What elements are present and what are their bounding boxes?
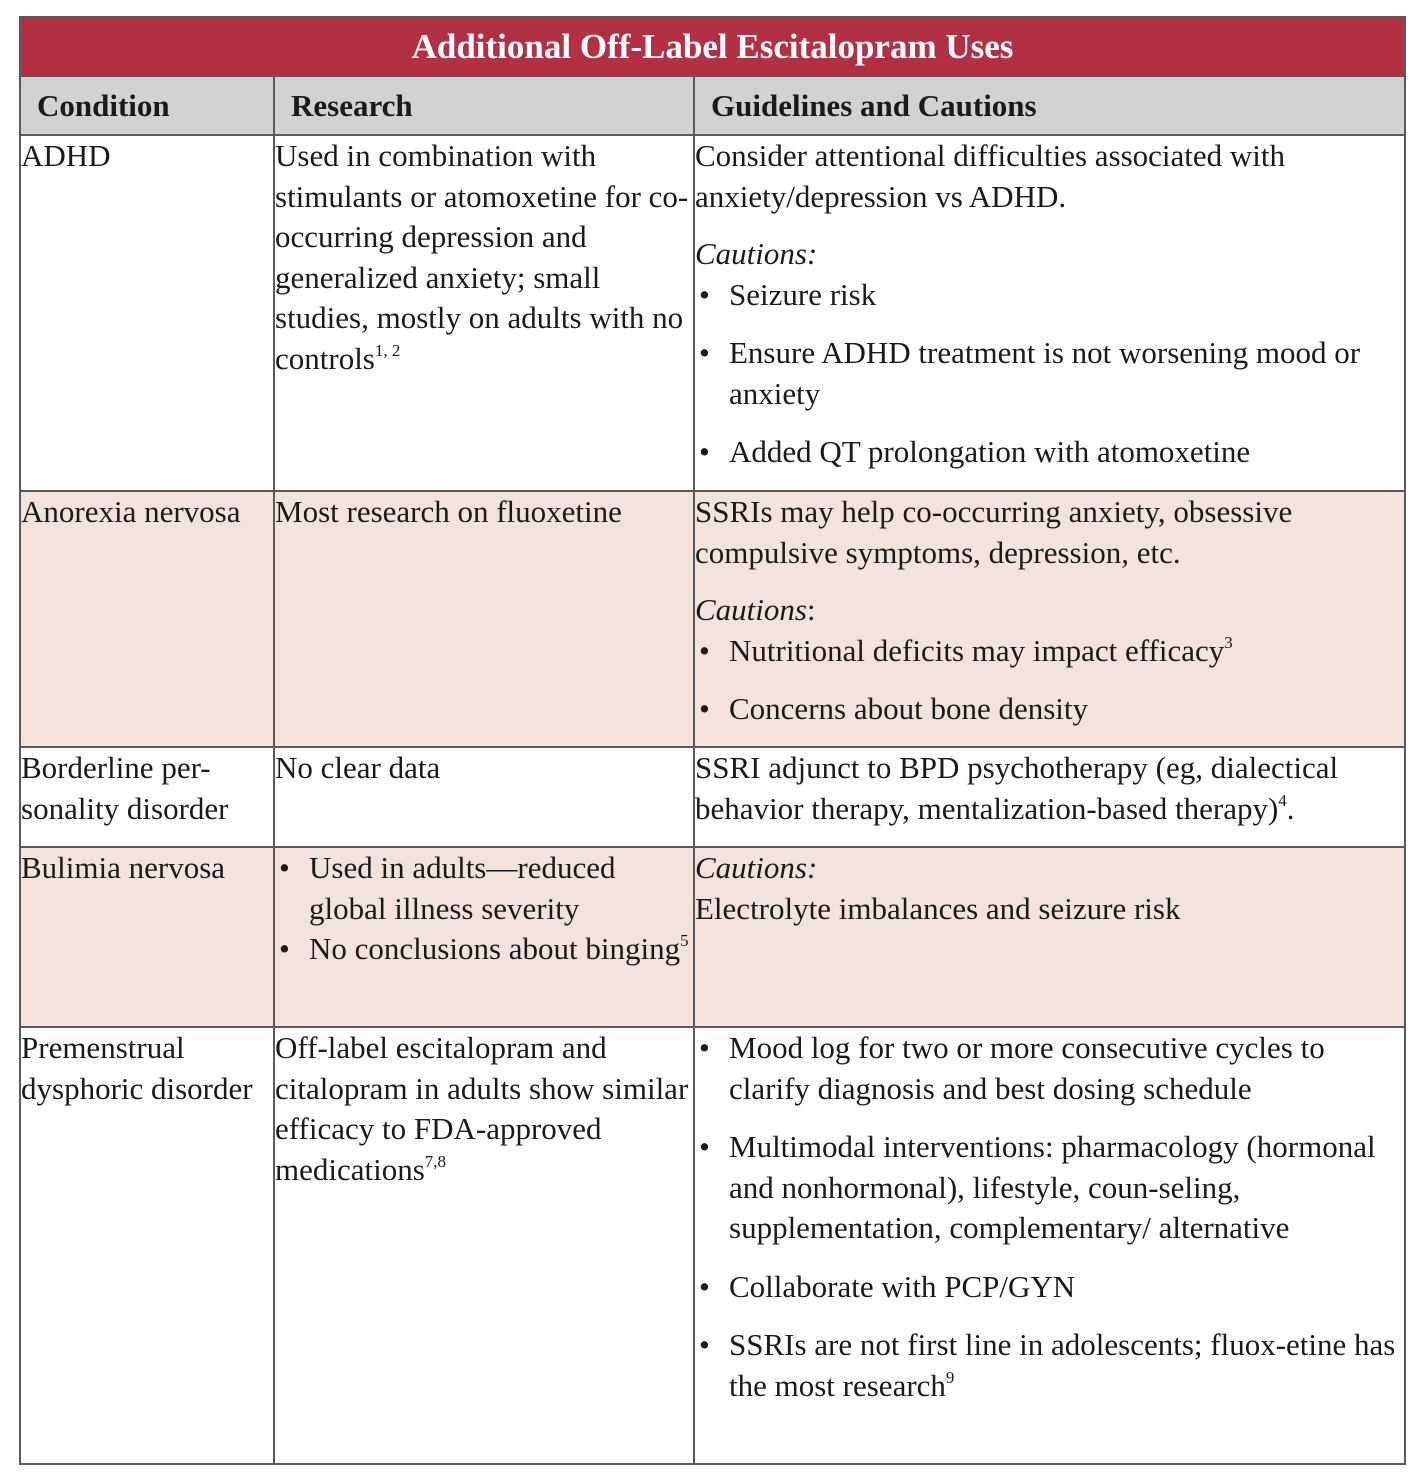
off-label-uses-table bbox=[19, 16, 1406, 1465]
condition-text: Premenstrual dysphoric disorder bbox=[21, 1030, 253, 1106]
research-cell bbox=[274, 847, 694, 1027]
footnote-ref: 5 bbox=[680, 931, 689, 950]
table-row-pmdd bbox=[20, 1027, 1405, 1464]
header-condition: Condition bbox=[20, 76, 274, 135]
research-text: Used in combination with stimulants or atomoxetine for co-occurring depression and generalized anxiety; small studies, mostly on adults with no controls bbox=[275, 138, 689, 376]
research-cell bbox=[274, 1027, 694, 1464]
list-item bbox=[275, 929, 693, 970]
list-item bbox=[695, 1325, 1404, 1406]
list-item: • Added QT prolongation with atomoxetine bbox=[695, 432, 1404, 473]
cautions-label: Cautions bbox=[695, 592, 807, 627]
list-item: • Mood log for two or more consecutive cycles to clarify diagnosis and best dosing schedule bbox=[695, 1028, 1404, 1109]
table-row-borderline bbox=[20, 747, 1405, 847]
research-text: No clear data bbox=[275, 750, 441, 785]
footnote-ref: 4 bbox=[1278, 790, 1287, 810]
table-row-anorexia bbox=[20, 491, 1405, 747]
list-item-text: No conclusions about binging bbox=[309, 931, 681, 966]
header-guidelines: Guidelines and Cautions bbox=[694, 76, 1405, 135]
guidelines-cell bbox=[694, 135, 1405, 491]
cautions-heading bbox=[695, 590, 1404, 631]
cautions-colon: : bbox=[806, 592, 816, 627]
list-item: • Ensure ADHD treatment is not worsening mood or anxiety bbox=[695, 333, 1404, 414]
research-cell bbox=[274, 747, 694, 847]
guidelines-intro: SSRIs may help co-occurring anxiety, obsessive compulsive symptoms, depression, etc. bbox=[695, 494, 1293, 570]
condition-cell bbox=[20, 847, 274, 1027]
condition-text: Bulimia nervosa bbox=[21, 850, 226, 885]
condition-text: Borderline per-sonality disorder bbox=[21, 750, 229, 826]
research-list bbox=[275, 848, 693, 970]
header-research: Research bbox=[274, 76, 694, 135]
footnote-ref: 3 bbox=[1224, 632, 1233, 652]
guidelines-text: SSRI adjunct to BPD psychotherapy (eg, dialectical behavior therapy, mentalization-based therapy) bbox=[695, 750, 1339, 826]
list-item: • Seizure risk bbox=[695, 275, 1404, 316]
guidelines-cell bbox=[694, 1027, 1405, 1464]
guidelines-cell bbox=[694, 491, 1405, 747]
guidelines-cell bbox=[694, 847, 1405, 1027]
list-item: • Multimodal interventions: pharmacology (hormonal and nonhormonal), lifestyle, coun-seling, supplementation, complementary/ alternative bbox=[695, 1127, 1404, 1249]
list-item: • Used in adults—reduced global illness severity bbox=[275, 848, 693, 929]
cautions-list bbox=[695, 275, 1404, 473]
guidelines-end: . bbox=[1286, 790, 1295, 826]
cautions-label: Cautions: bbox=[695, 236, 818, 271]
condition-cell bbox=[20, 747, 274, 847]
research-text: Most research on fluoxetine bbox=[275, 494, 622, 529]
cautions-list bbox=[695, 631, 1404, 730]
footnote-ref: 1, 2 bbox=[374, 340, 401, 360]
footnote-ref: 9 bbox=[945, 1367, 955, 1387]
research-cell bbox=[274, 135, 694, 491]
cautions-label: Cautions: bbox=[695, 850, 818, 885]
condition-cell bbox=[20, 491, 274, 747]
research-cell bbox=[274, 491, 694, 747]
table-row-bulimia bbox=[20, 847, 1405, 1027]
list-item: • Collaborate with PCP/GYN bbox=[695, 1267, 1404, 1308]
list-item bbox=[695, 631, 1404, 672]
guidelines-intro: Consider attentional difficulties associated with anxiety/depression vs ADHD. bbox=[695, 138, 1286, 214]
condition-cell bbox=[20, 1027, 274, 1464]
research-text: Off-label escitalopram and citalopram in adults show similar efficacy to FDA-approved medications bbox=[275, 1030, 689, 1187]
guidelines-list bbox=[695, 1028, 1404, 1406]
condition-text: ADHD bbox=[21, 138, 111, 173]
list-item-text: SSRIs are not first line in adolescents; fluox-etine has the most research bbox=[729, 1327, 1396, 1403]
list-item: • Concerns about bone density bbox=[695, 689, 1404, 730]
list-item-text: Nutritional deficits may impact efficacy bbox=[729, 632, 1225, 668]
table-title: Additional Off-Label Escitalopram Uses bbox=[20, 17, 1405, 76]
guidelines-text: Electrolyte imbalances and seizure risk bbox=[695, 890, 1181, 926]
condition-text: Anorexia nervosa bbox=[21, 494, 241, 529]
footnote-ref: 7,8 bbox=[424, 1151, 447, 1171]
header-row bbox=[20, 76, 1405, 135]
condition-cell bbox=[20, 135, 274, 491]
guidelines-cell bbox=[694, 747, 1405, 847]
table-row-adhd bbox=[20, 135, 1405, 491]
